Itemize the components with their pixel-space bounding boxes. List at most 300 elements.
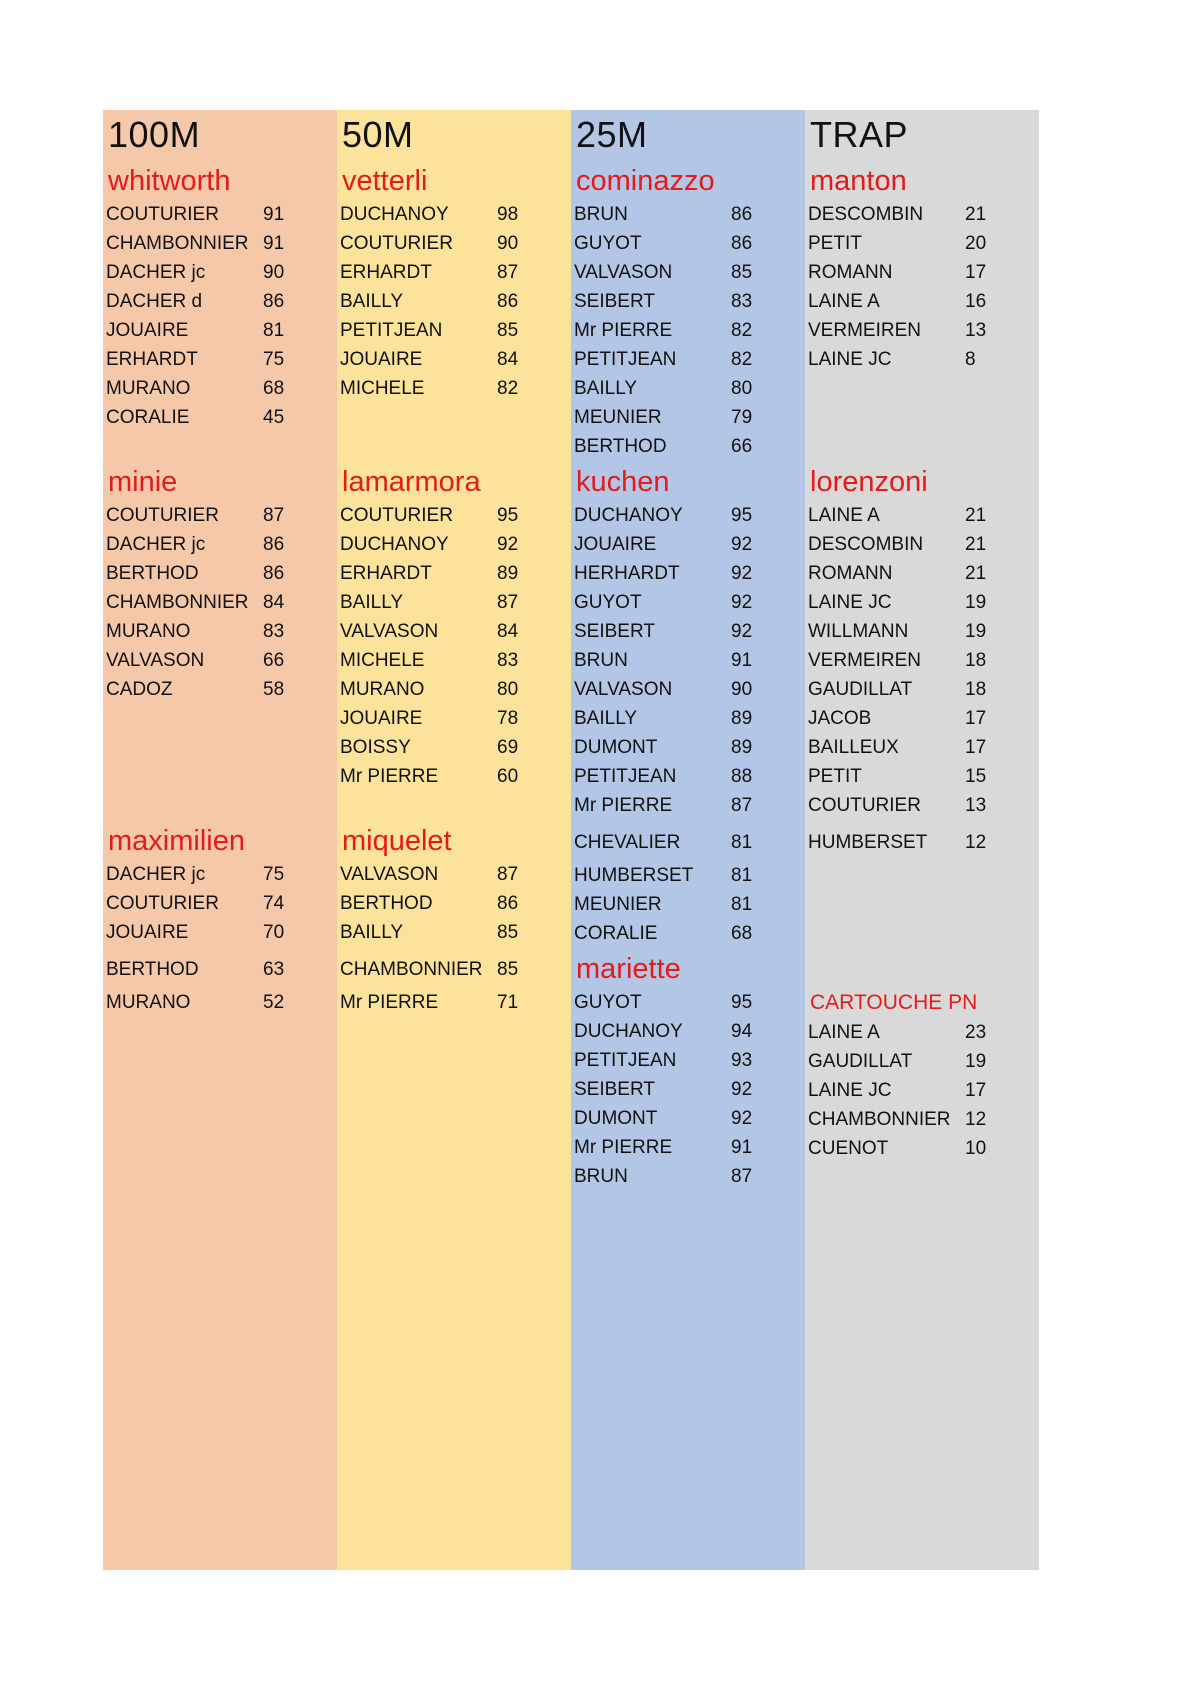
score-value: 92 — [497, 534, 519, 555]
score-row — [571, 1104, 805, 1133]
shooter-name: BERTHOD — [574, 436, 667, 457]
score-row — [805, 1018, 1039, 1047]
shooter-name: DUMONT — [574, 1108, 658, 1129]
section-manton — [805, 162, 1039, 374]
score-row — [337, 530, 571, 559]
score-value: 19 — [965, 621, 987, 642]
score-value: 19 — [965, 1051, 987, 1072]
score-row — [805, 646, 1039, 675]
shooter-name: DUMONT — [574, 737, 658, 758]
score-value: 90 — [731, 679, 753, 700]
shooter-name: PETIT — [808, 766, 862, 787]
score-row — [337, 345, 571, 374]
shooter-name: JOUAIRE — [106, 922, 189, 943]
score-value: 85 — [731, 262, 753, 283]
score-value: 21 — [965, 563, 987, 584]
shooter-name: LAINE JC — [808, 1080, 892, 1101]
shooter-name: LAINE A — [808, 505, 880, 526]
section-title: whitworth — [108, 165, 231, 197]
score-row — [337, 374, 571, 403]
score-value: 18 — [965, 679, 987, 700]
score-value: 19 — [965, 592, 987, 613]
shooter-name: GAUDILLAT — [808, 1051, 913, 1072]
section-whitworth — [103, 162, 337, 432]
shooter-name: BAILLY — [574, 378, 638, 399]
section-mariette — [571, 950, 805, 1191]
score-row — [571, 403, 805, 432]
score-value: 78 — [497, 708, 519, 729]
shooter-name: VALVASON — [574, 679, 673, 700]
score-value: 85 — [497, 320, 519, 341]
score-row — [805, 345, 1039, 374]
score-value: 93 — [731, 1050, 753, 1071]
score-value: 89 — [731, 737, 753, 758]
section-cominazzo — [571, 162, 805, 461]
section-title: minie — [108, 466, 178, 498]
section-lorenzoni — [805, 463, 1039, 857]
shooter-name: CORALIE — [574, 923, 658, 944]
column-title: TRAP — [810, 114, 909, 155]
score-row — [571, 258, 805, 287]
score-value: 86 — [263, 563, 285, 584]
shooter-name: LAINE JC — [808, 592, 892, 613]
score-value: 88 — [731, 766, 753, 787]
score-row — [805, 258, 1039, 287]
score-row — [571, 432, 805, 461]
score-value: 10 — [965, 1138, 987, 1159]
score-row — [337, 704, 571, 733]
shooter-name: VERMEIREN — [808, 320, 921, 341]
score-row — [337, 675, 571, 704]
score-row — [337, 988, 571, 1017]
score-value: 87 — [263, 505, 285, 526]
section-kuchen — [571, 463, 805, 948]
score-row — [571, 861, 805, 890]
shooter-name: GUYOT — [574, 592, 642, 613]
score-row — [103, 617, 337, 646]
shooter-name: COUTURIER — [106, 893, 219, 914]
column-100m — [103, 110, 337, 1570]
score-row — [103, 588, 337, 617]
shooter-name: ROMANN — [808, 563, 893, 584]
score-row — [805, 559, 1039, 588]
score-value: 80 — [731, 378, 753, 399]
shooter-name: DUCHANOY — [340, 534, 449, 555]
score-row — [337, 918, 571, 947]
score-row — [337, 501, 571, 530]
score-value: 17 — [965, 708, 987, 729]
score-value: 87 — [731, 1166, 753, 1187]
score-value: 85 — [497, 922, 519, 943]
score-list — [337, 501, 571, 791]
score-row — [337, 889, 571, 918]
shooter-name: CHAMBONNIER — [106, 233, 249, 254]
shooter-name: SEIBERT — [574, 1079, 655, 1100]
shooter-name: GAUDILLAT — [808, 679, 913, 700]
section-title: mariette — [576, 953, 681, 985]
shooter-name: Mr PIERRE — [574, 320, 673, 341]
shooter-name: SEIBERT — [574, 621, 655, 642]
score-value: 82 — [497, 378, 519, 399]
score-row — [337, 200, 571, 229]
score-value: 12 — [965, 1109, 987, 1130]
score-value: 95 — [497, 505, 519, 526]
score-row — [571, 200, 805, 229]
shooter-name: CUENOT — [808, 1138, 889, 1159]
score-row — [805, 501, 1039, 530]
score-row — [103, 403, 337, 432]
section-title: CARTOUCHE PN — [810, 991, 978, 1014]
score-value: 89 — [731, 708, 753, 729]
column-title: 50M — [342, 114, 414, 155]
score-row — [337, 588, 571, 617]
score-row — [571, 1162, 805, 1191]
score-value: 23 — [965, 1022, 987, 1043]
score-value: 87 — [731, 795, 753, 816]
score-value: 81 — [731, 832, 753, 853]
score-value: 17 — [965, 1080, 987, 1101]
shooter-name: COUTURIER — [106, 505, 219, 526]
section-lamarmora — [337, 463, 571, 791]
section-maximilien — [103, 822, 337, 1017]
score-row — [103, 675, 337, 704]
shooter-name: ERHARDT — [340, 262, 432, 283]
score-value: 20 — [965, 233, 987, 254]
score-value: 95 — [731, 505, 753, 526]
score-row — [571, 919, 805, 948]
score-value: 63 — [263, 959, 285, 980]
section-cartouche-pn — [805, 988, 1039, 1163]
score-row — [805, 1076, 1039, 1105]
score-row — [103, 287, 337, 316]
score-list — [103, 200, 337, 432]
score-row — [103, 988, 337, 1017]
score-row — [337, 955, 571, 984]
shooter-name: CHAMBONNIER — [106, 592, 249, 613]
score-value: 60 — [497, 766, 519, 787]
shooter-name: HUMBERSET — [808, 832, 928, 853]
score-value: 98 — [497, 204, 519, 225]
shooter-name: JOUAIRE — [340, 349, 423, 370]
score-list — [103, 860, 337, 1017]
section-vetterli — [337, 162, 571, 403]
score-value: 92 — [731, 621, 753, 642]
score-row — [571, 229, 805, 258]
score-row — [805, 1105, 1039, 1134]
shooter-name: DACHER jc — [106, 262, 206, 283]
shooter-name: BERTHOD — [340, 893, 433, 914]
score-list — [337, 860, 571, 1017]
score-value: 87 — [497, 592, 519, 613]
shooter-name: PETIT — [808, 233, 862, 254]
score-row — [103, 258, 337, 287]
shooter-name: WILLMANN — [808, 621, 909, 642]
score-row — [337, 316, 571, 345]
score-value: 92 — [731, 534, 753, 555]
shooter-name: BAILLY — [340, 592, 404, 613]
score-row — [337, 617, 571, 646]
score-row — [571, 646, 805, 675]
score-value: 58 — [263, 679, 285, 700]
score-value: 68 — [731, 923, 753, 944]
shooter-name: BRUN — [574, 204, 628, 225]
score-value: 21 — [965, 534, 987, 555]
score-row — [103, 559, 337, 588]
shooter-name: CHEVALIER — [574, 832, 681, 853]
shooter-name: VALVASON — [340, 621, 439, 642]
score-row — [571, 501, 805, 530]
score-list — [337, 200, 571, 403]
shooter-name: LAINE A — [808, 291, 880, 312]
section-title: kuchen — [576, 466, 670, 498]
score-value: 92 — [731, 1079, 753, 1100]
shooter-name: DESCOMBIN — [808, 534, 924, 555]
section-title: lorenzoni — [810, 466, 928, 498]
score-value: 71 — [497, 992, 519, 1013]
score-value: 86 — [497, 893, 519, 914]
score-value: 17 — [965, 737, 987, 758]
score-value: 91 — [731, 650, 753, 671]
shooter-name: BOISSY — [340, 737, 411, 758]
score-row — [805, 1134, 1039, 1163]
score-value: 86 — [263, 534, 285, 555]
score-row — [571, 530, 805, 559]
score-value: 91 — [263, 233, 285, 254]
score-row — [337, 762, 571, 791]
score-value: 86 — [263, 291, 285, 312]
score-value: 92 — [731, 1108, 753, 1129]
score-row — [805, 530, 1039, 559]
score-row — [337, 733, 571, 762]
score-value: 86 — [497, 291, 519, 312]
score-row — [337, 646, 571, 675]
score-row — [571, 287, 805, 316]
score-row — [103, 955, 337, 984]
shooter-name: PETITJEAN — [574, 349, 677, 370]
score-row — [805, 200, 1039, 229]
score-row — [337, 287, 571, 316]
score-value: 95 — [731, 992, 753, 1013]
score-value: 66 — [263, 650, 285, 671]
score-value: 81 — [263, 320, 285, 341]
score-value: 81 — [731, 894, 753, 915]
shooter-name: MEUNIER — [574, 407, 662, 428]
score-row — [571, 828, 805, 857]
shooter-name: MEUNIER — [574, 894, 662, 915]
score-value: 82 — [731, 349, 753, 370]
shooter-name: Mr PIERRE — [574, 795, 673, 816]
score-row — [805, 588, 1039, 617]
shooter-name: DESCOMBIN — [808, 204, 924, 225]
score-value: 8 — [965, 349, 976, 370]
shooter-name: VALVASON — [340, 864, 439, 885]
score-row — [571, 316, 805, 345]
shooter-name: ROMANN — [808, 262, 893, 283]
section-minie — [103, 463, 337, 704]
score-value: 86 — [731, 204, 753, 225]
shooter-name: COUTURIER — [106, 204, 219, 225]
shooter-name: CORALIE — [106, 407, 190, 428]
score-value: 75 — [263, 349, 285, 370]
score-row — [571, 890, 805, 919]
shooter-name: LAINE JC — [808, 349, 892, 370]
score-value: 85 — [497, 959, 519, 980]
shooter-name: HERHARDT — [574, 563, 680, 584]
score-list — [103, 501, 337, 704]
score-row — [571, 762, 805, 791]
shooter-name: Mr PIERRE — [340, 992, 439, 1013]
score-value: 81 — [731, 865, 753, 886]
column-title: 100M — [108, 114, 201, 155]
score-row — [571, 374, 805, 403]
score-value: 90 — [263, 262, 285, 283]
shooter-name: COUTURIER — [340, 505, 453, 526]
score-value: 91 — [263, 204, 285, 225]
score-value: 18 — [965, 650, 987, 671]
shooter-name: BAILLY — [340, 291, 404, 312]
score-row — [571, 704, 805, 733]
shooter-name: Mr PIERRE — [340, 766, 439, 787]
score-row — [103, 889, 337, 918]
score-value: 91 — [731, 1137, 753, 1158]
score-value: 86 — [731, 233, 753, 254]
shooter-name: ERHARDT — [340, 563, 432, 584]
score-row — [571, 1017, 805, 1046]
score-row — [337, 229, 571, 258]
score-row — [103, 530, 337, 559]
score-value: 84 — [497, 621, 519, 642]
column-50m — [337, 110, 571, 1570]
score-row — [571, 1075, 805, 1104]
score-row — [571, 1133, 805, 1162]
score-value: 82 — [731, 320, 753, 341]
shooter-name: MICHELE — [340, 378, 425, 399]
score-value: 92 — [731, 563, 753, 584]
score-value: 83 — [497, 650, 519, 671]
score-row — [103, 918, 337, 947]
score-value: 87 — [497, 262, 519, 283]
score-row — [805, 733, 1039, 762]
shooter-name: COUTURIER — [340, 233, 453, 254]
score-row — [805, 287, 1039, 316]
score-row — [805, 229, 1039, 258]
shooter-name: BAILLEUX — [808, 737, 899, 758]
score-value: 79 — [731, 407, 753, 428]
score-value: 84 — [263, 592, 285, 613]
score-row — [805, 316, 1039, 345]
score-list — [805, 1018, 1039, 1163]
score-row — [571, 675, 805, 704]
score-value: 90 — [497, 233, 519, 254]
score-row — [103, 646, 337, 675]
section-title: cominazzo — [576, 165, 715, 197]
shooter-name: Mr PIERRE — [574, 1137, 673, 1158]
score-value: 83 — [263, 621, 285, 642]
score-row — [337, 258, 571, 287]
score-value: 21 — [965, 505, 987, 526]
score-value: 84 — [497, 349, 519, 370]
score-value: 69 — [497, 737, 519, 758]
score-value: 45 — [263, 407, 285, 428]
shooter-name: CHAMBONNIER — [340, 959, 483, 980]
shooter-name: SEIBERT — [574, 291, 655, 312]
shooter-name: PETITJEAN — [574, 1050, 677, 1071]
column-title: 25M — [576, 114, 648, 155]
shooter-name: MURANO — [340, 679, 425, 700]
shooter-name: VERMEIREN — [808, 650, 921, 671]
shooter-name: JACOB — [808, 708, 872, 729]
shooter-name: GUYOT — [574, 233, 642, 254]
score-list — [805, 200, 1039, 374]
score-value: 16 — [965, 291, 987, 312]
score-row — [571, 1046, 805, 1075]
score-row — [805, 704, 1039, 733]
section-miquelet — [337, 822, 571, 1017]
score-row — [571, 791, 805, 820]
score-row — [571, 588, 805, 617]
score-list — [805, 501, 1039, 857]
shooter-name: HUMBERSET — [574, 865, 694, 886]
shooter-name: MURANO — [106, 378, 191, 399]
shooter-name: MURANO — [106, 621, 191, 642]
shooter-name: DACHER jc — [106, 534, 206, 555]
shooter-name: BAILLY — [574, 708, 638, 729]
shooter-name: BERTHOD — [106, 563, 199, 584]
score-row — [103, 229, 337, 258]
section-title: lamarmora — [342, 466, 481, 498]
score-list — [571, 200, 805, 461]
score-value: 94 — [731, 1021, 753, 1042]
score-row — [337, 559, 571, 588]
score-row — [103, 860, 337, 889]
score-value: 13 — [965, 795, 987, 816]
shooter-name: PETITJEAN — [574, 766, 677, 787]
shooter-name: JOUAIRE — [574, 534, 657, 555]
score-value: 21 — [965, 204, 987, 225]
score-row — [103, 501, 337, 530]
score-row — [805, 791, 1039, 820]
score-row — [805, 617, 1039, 646]
score-row — [571, 617, 805, 646]
score-row — [571, 988, 805, 1017]
shooter-name: VALVASON — [574, 262, 673, 283]
shooter-name: BRUN — [574, 1166, 628, 1187]
score-value: 13 — [965, 320, 987, 341]
score-list — [571, 988, 805, 1191]
shooter-name: COUTURIER — [808, 795, 921, 816]
score-row — [805, 762, 1039, 791]
section-title: miquelet — [342, 825, 452, 857]
score-value: 87 — [497, 864, 519, 885]
shooter-name: DACHER jc — [106, 864, 206, 885]
score-value: 83 — [731, 291, 753, 312]
score-value: 80 — [497, 679, 519, 700]
section-title: maximilien — [108, 825, 245, 857]
shooter-name: DUCHANOY — [574, 1021, 683, 1042]
score-row — [103, 200, 337, 229]
score-row — [103, 345, 337, 374]
score-row — [571, 559, 805, 588]
score-row — [337, 860, 571, 889]
score-value: 92 — [731, 592, 753, 613]
shooter-name: JOUAIRE — [106, 320, 189, 341]
shooter-name: JOUAIRE — [340, 708, 423, 729]
column-25m — [571, 110, 805, 1570]
shooter-name: DUCHANOY — [340, 204, 449, 225]
shooter-name: BAILLY — [340, 922, 404, 943]
shooter-name: CHAMBONNIER — [808, 1109, 951, 1130]
score-value: 15 — [965, 766, 987, 787]
